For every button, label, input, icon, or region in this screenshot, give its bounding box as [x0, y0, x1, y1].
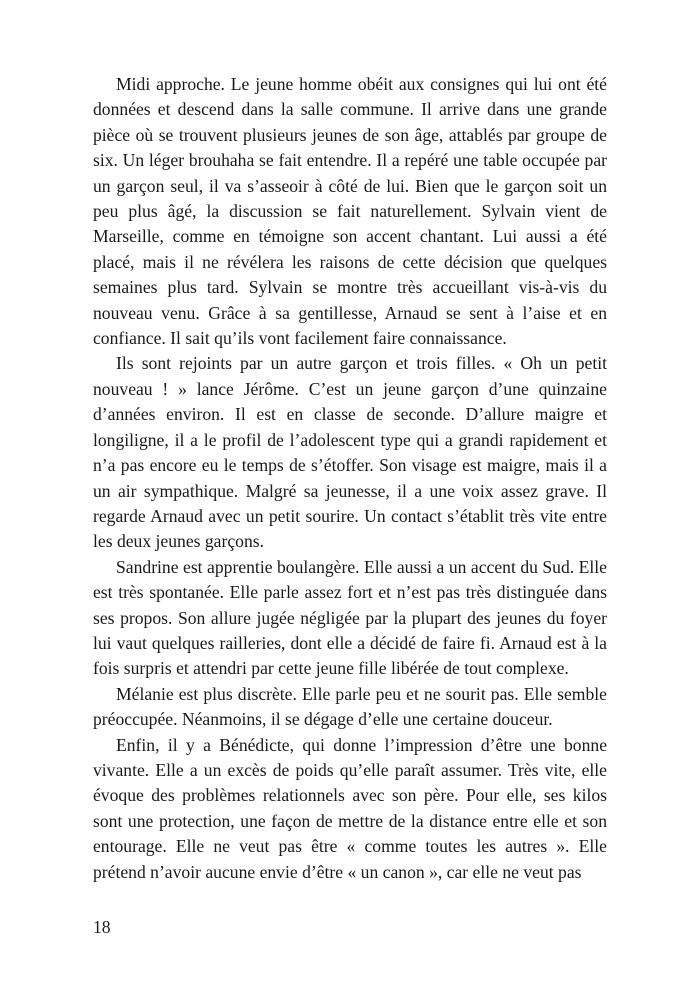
page-number: 18	[93, 917, 111, 937]
paragraph-2: Ils sont rejoints par un autre garçon et trois filles. « Oh un petit nouveau ! » lance Jérôme. C’est un jeune garçon d’une quinzaine d’années environ. Il est en classe de seconde. D’allure maigre et longiligne, il a le profil de l’adolescent type qui a grandi rapidement et n’a pas encore eu le temps de s’étoffer. Son visage est maigre, mais il a un air sympathique. Malgré sa jeunesse, il a une voix assez grave. Il regarde Arnaud avec un petit sourire. Un contact s’établit très vite entre les deux jeunes garçons.	[93, 353, 607, 552]
paragraph-3: Sandrine est apprentie boulangère. Elle aussi a un accent du Sud. Elle est très spontanée. Elle parle assez fort et n’est pas très distinguée dans ses propos. Son allure jugée négligée par la plupart des jeunes du foyer lui vaut quelques railleries, dont elle a décidé de faire fi. Arnaud est à la fois surpris et attendri par cette jeune fille libérée de tout complexe.	[93, 556, 607, 679]
body-text	[93, 72, 607, 885]
paragraph-5: Enfin, il y a Bénédicte, qui donne l’impression d’être une bonne vivante. Elle a un excès de poids qu’elle paraît assumer. Très vite, elle évoque des problèmes relationnels avec son père. Pour elle, ses kilos sont une protection, une façon de mettre de la distance entre elle et son entourage. Elle ne veut pas être « comme toutes les autres ». Elle prétend n’avoir aucune envie d’être « un canon », car elle ne veut pas	[93, 734, 607, 882]
paragraph-4: Mélanie est plus discrète. Elle parle peu et ne sourit pas. Elle semble préoccupée. Néanmoins, il se dégage d’elle une certaine douceur.	[93, 683, 607, 730]
paragraph-1: Midi approche. Le jeune homme obéit aux consignes qui lui ont été données et descend dans la salle commune. Il arrive dans une grande pièce où se trouvent plusieurs jeunes de son âge, attablés par groupe de six. Un léger brouhaha se fait entendre. Il a repéré une table occupée par un garçon seul, il va s’asseoir à côté de lui. Bien que le garçon soit un peu plus âgé, la discussion se fait naturellement. Sylvain vient de Marseille, comme en témoigne son accent chantant. Lui aussi a été placé, mais il ne révélera les raisons de cette décision que quelques semaines plus tard. Sylvain se montre très accueillant vis-à-vis du nouveau venu. Grâce à sa gentillesse, Arnaud se sent à l’aise et en confiance. Il sait qu’ils vont facilement faire connaissance.	[93, 74, 607, 349]
